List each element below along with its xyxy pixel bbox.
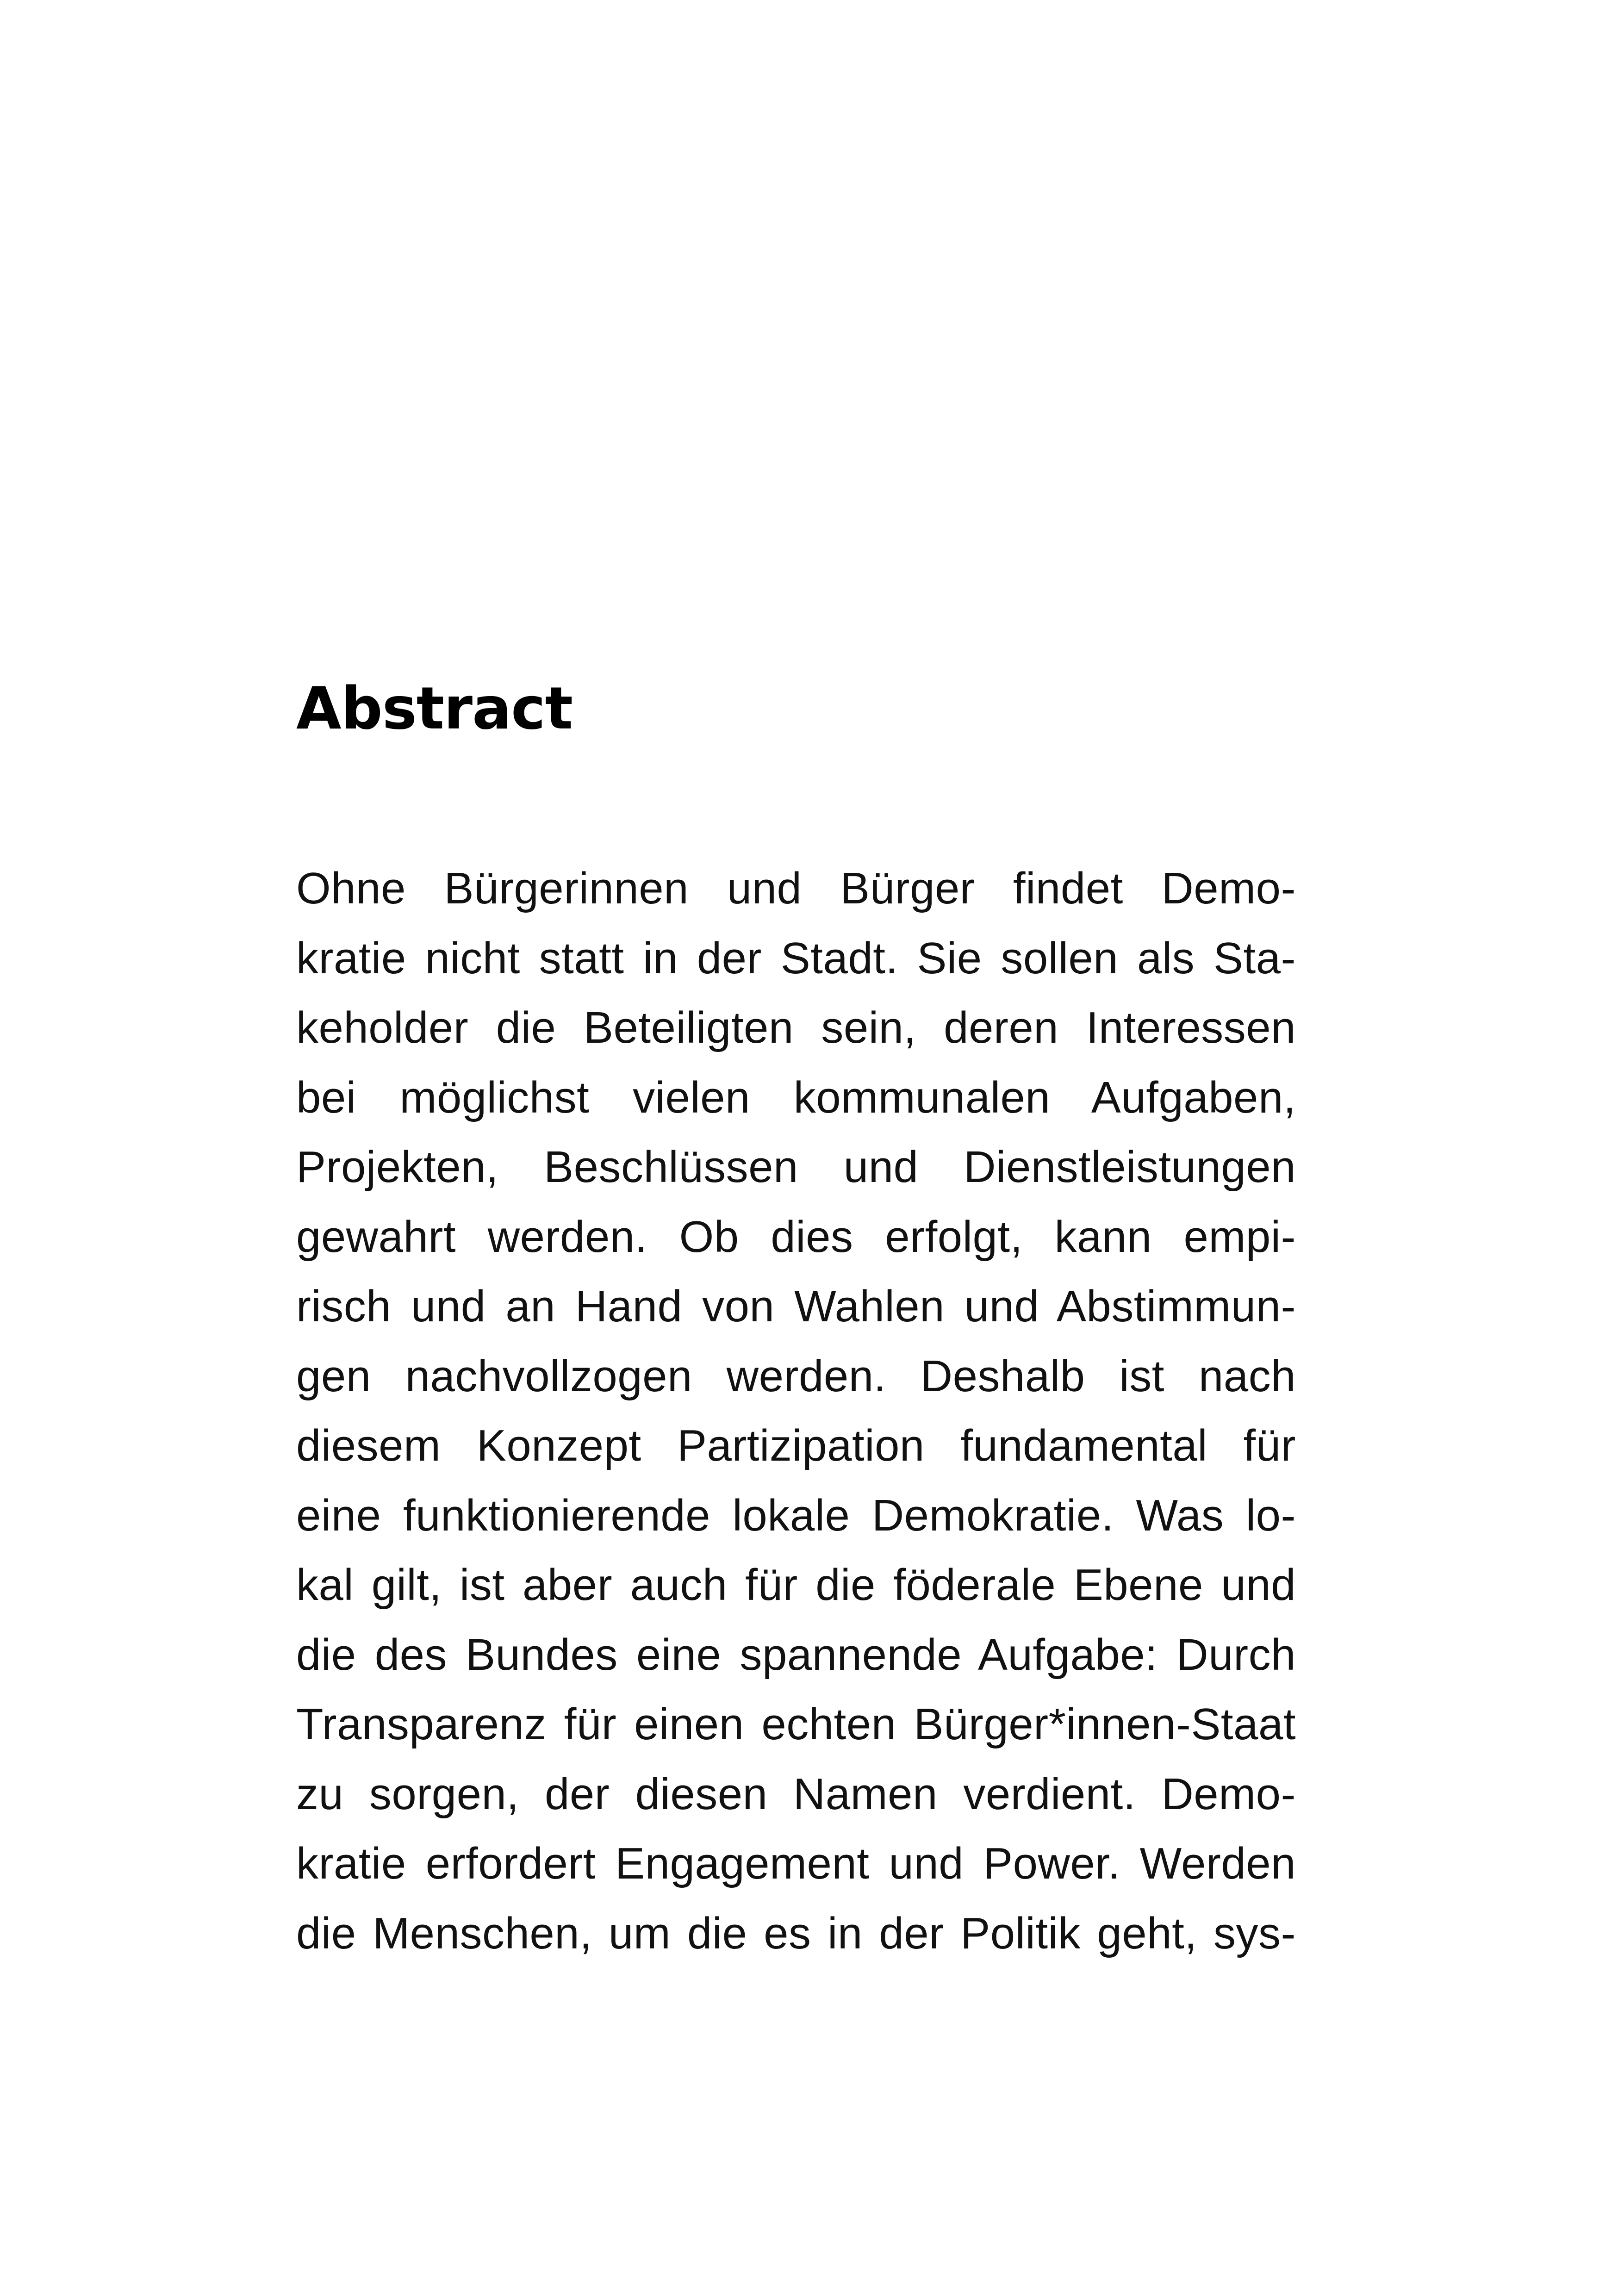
text-line: kratie nicht statt in der Stadt. Sie sollen als Sta- bbox=[296, 933, 1296, 983]
text-line: die Menschen, um die es in der Politik geht, sys- bbox=[296, 1908, 1296, 1958]
text-line: diesem Konzept Partizipation fundamental für bbox=[296, 1421, 1296, 1470]
text-line: bei möglichst vielen kommunalen Aufgaben, bbox=[296, 1072, 1296, 1122]
abstract-paragraph bbox=[296, 854, 1296, 1968]
text-line: risch und an Hand von Wahlen und Abstimmun- bbox=[296, 1282, 1296, 1331]
text-line: kratie erfordert Engagement und Power. Werden bbox=[296, 1839, 1296, 1888]
text-line: keholder die Beteiligten sein, deren Interessen bbox=[296, 1003, 1296, 1052]
text-line: Ohne Bürgerinnen und Bürger findet Demo- bbox=[296, 864, 1296, 913]
text-line: gewahrt werden. Ob dies erfolgt, kann empi- bbox=[296, 1212, 1296, 1262]
text-line: kal gilt, ist aber auch für die föderale Ebene und bbox=[296, 1560, 1296, 1610]
text-line: zu sorgen, der diesen Namen verdient. Demo- bbox=[296, 1769, 1296, 1819]
text-line: die des Bundes eine spannende Aufgabe: Durch bbox=[296, 1630, 1296, 1680]
text-line: Projekten, Beschlüssen und Dienstleistungen bbox=[296, 1142, 1296, 1192]
text-line: Transparenz für einen echten Bürger*innen-Staat bbox=[296, 1699, 1296, 1749]
text-line: eine funktionierende lokale Demokratie. Was lo- bbox=[296, 1490, 1296, 1540]
section-heading: Abstract bbox=[296, 674, 573, 742]
text-line: gen nachvollzogen werden. Deshalb ist nach bbox=[296, 1351, 1296, 1401]
